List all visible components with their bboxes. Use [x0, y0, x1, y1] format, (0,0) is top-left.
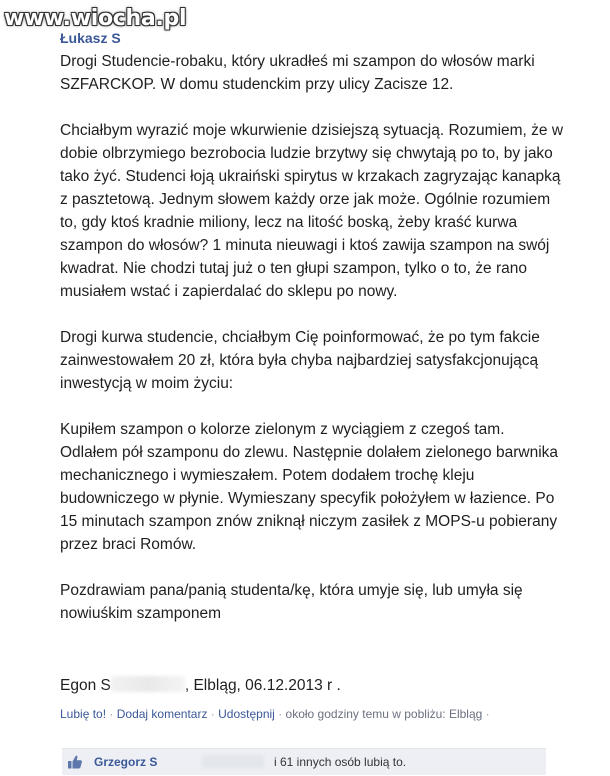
post-paragraph: Chciałbym wyrazić moje wkurwienie dzisiejszą sytuacją. Rozumiem, że w dobie olbrzymiego bezrobocia ludzie brzytwy się chwytają po to, by jako tako żyć. Studenci łoją ukraiński spirytus w krzakach zagryzając kanapką z pasztetową. Jednym słowem każdy orze jak może. Ogólnie rozumiem to, gdy ktoś kradnie miliony, lecz na litość boską, żeby kraść kurwa szampon do włosów? 1 minuta nieuwagi i ktoś zawija szampon na swój kwadrat. Nie chodzi tutaj już o ten głupi szampon, tylko o to, że rano musiałem wstać i zapierdalać do sklepu po nowy. — [60, 122, 564, 300]
post-author-name[interactable]: Łukasz S — [60, 30, 121, 46]
signature-name: Egon S — [60, 677, 111, 694]
post-paragraph: Drogi Studencie-robaku, który ukradłeś mi szampon do włosów marki SZFARCKOP. W domu studenckim przy ulicy Zacisze 12. — [60, 53, 535, 93]
comment-link[interactable]: Dodaj komentarz — [116, 707, 208, 721]
post-paragraph: Drogi kurwa studencie, chciałbym Cię poinformować, że po tym fakcie zainwestowałem 20 zł, która była chyba najbardziej satysfakcjonującą inwestycją w moim życiu: — [60, 329, 540, 392]
separator-dot: · — [210, 707, 215, 721]
post-paragraph: Pozdrawiam pana/panią studenta/kę, która umyje się, lub umyła się nowiuśkim szamponem — [60, 582, 523, 622]
likes-bar — [62, 748, 546, 775]
redacted-surname — [202, 755, 264, 768]
site-watermark: www.wiocha.pl — [4, 6, 187, 31]
redacted-surname — [111, 676, 185, 692]
post-actions — [60, 705, 560, 724]
post-paragraph: Kupiłem szampon o kolorze zielonym z wyciągiem z czegoś tam. Odlałem pół szamponu do zlewu. Następnie dolałem zielonego barwnika mechanicznego i wymieszałem. Potem dodałem trochę kleju budowniczego w płynie. Wymieszany specyfik położyłem w łazience. Po 15 minutach szampon znów zniknął niczym zasiłek z MOPS-u pobierany przez braci Romów. — [60, 421, 559, 553]
separator-dot: · — [278, 707, 283, 721]
liker-name-link[interactable]: Grzegorz S — [94, 755, 158, 769]
like-link[interactable]: Lubię to! — [60, 707, 107, 721]
likes-count-text[interactable]: i 61 innych osób lubią to. — [274, 755, 407, 769]
separator-dot: · — [485, 707, 490, 721]
signature-place-date: , Elbląg, 06.12.2013 r . — [184, 677, 341, 694]
post-signature — [60, 676, 341, 695]
post-timestamp-location[interactable]: około godziny temu w pobliżu: Elbląg — [285, 707, 483, 721]
thumbs-up-icon — [67, 754, 83, 770]
separator-dot: · — [109, 707, 114, 721]
post-body — [60, 50, 565, 625]
share-link[interactable]: Udostępnij — [218, 707, 275, 721]
